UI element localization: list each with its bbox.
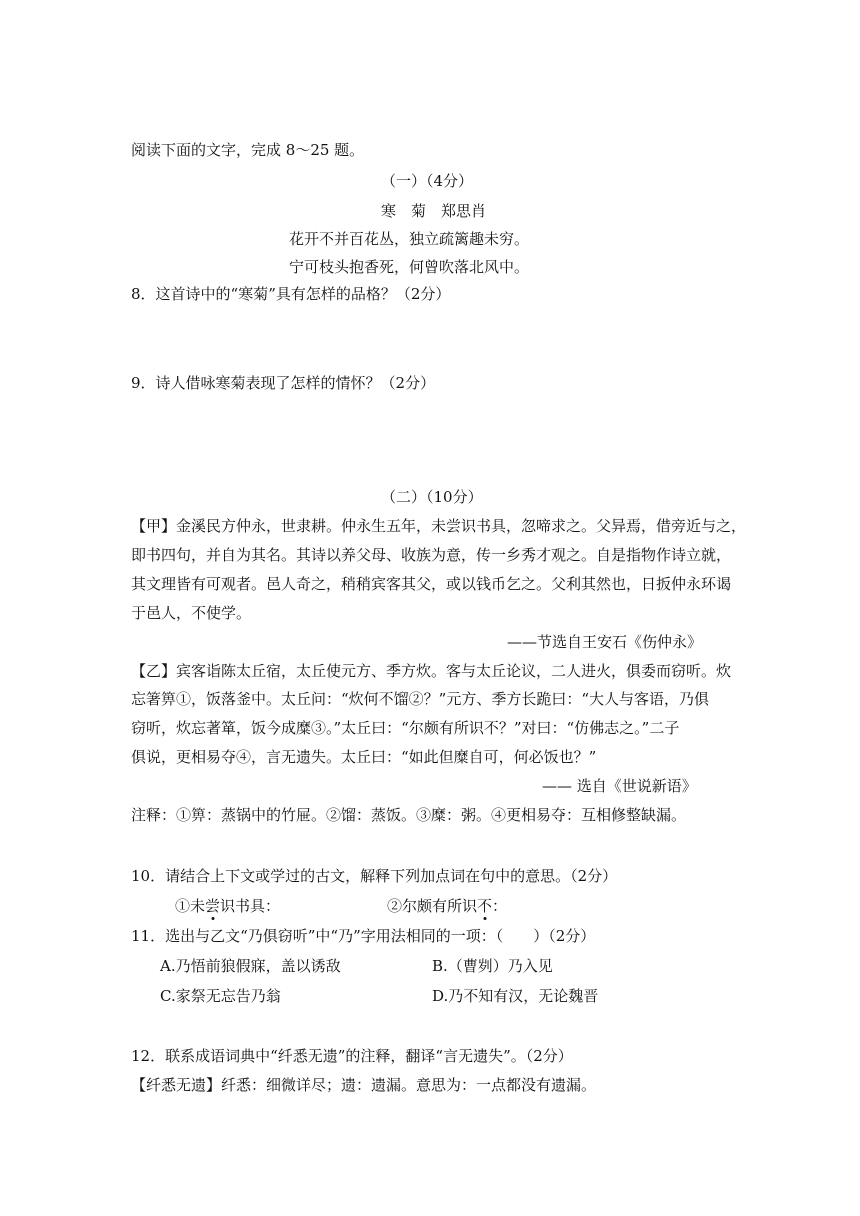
- poem-line-1: 花开不并百花丛，独立疏篱趣未穷。: [289, 230, 530, 248]
- question-10: 10．请结合上下文或学过的古文，解释下列加点词在句中的意思。（2分）: [131, 867, 618, 885]
- passage-yi-line: 窃听，炊忘著箪，饭今成糜③。”太丘曰：“尔颇有所识不？”对曰：“仿佛志之。”二子: [131, 719, 680, 737]
- item-text: ①未: [175, 897, 206, 915]
- passage-yi-line: 【乙】宾客诣陈太丘宿，太丘使元方、季方炊。客与太丘论议，二人进火，俱委而窃听。炊: [131, 662, 732, 680]
- question-12: 12．联系成语词典中“纤悉无遗”的注释，翻译“言无遗失”。（2分）: [131, 1047, 573, 1065]
- item-text: 识书具：: [220, 897, 281, 915]
- passage-jia-line: 其文理皆有可观者。邑人奇之，稍稍宾客其父，或以钱币乞之。父利其然也，日扳仲永环谒: [131, 575, 732, 593]
- passage-jia-line: 即书四句，并自为其名。其诗以养父母、收族为意，传一乡秀才观之。自是指物作诗立就，: [131, 546, 732, 564]
- section-2-heading: （二）（10分）: [381, 488, 483, 506]
- dotted-word: 不: [477, 897, 493, 915]
- item-text: ：: [492, 897, 508, 915]
- poem-title: 寒 菊 郑思肖: [381, 202, 487, 220]
- option-a: A.乃悟前狼假寐，盖以诱敌: [160, 957, 341, 975]
- option-d: D.乃不知有汉，无论魏晋: [432, 987, 599, 1005]
- option-c: C.家祭无忘告乃翁: [160, 987, 281, 1005]
- question-10-item-1: [175, 896, 280, 916]
- annotations: 注释：①箅：蒸锅中的竹屉。②馏：蒸饭。③糜：粥。④更相易夺：互相修整缺漏。: [131, 806, 687, 824]
- passage-jia-line: 【甲】金溪民方仲永，世隶耕。仲永生五年，未尝识书具，忽啼求之。父异焉，借旁近与之，: [131, 517, 747, 535]
- item-text: ②尔颇有所识: [387, 897, 478, 915]
- question-8: 8．这首诗中的“寒菊”具有怎样的品格？（2分）: [131, 285, 451, 303]
- instruction: 阅读下面的文字，完成 8～25 题。: [131, 141, 365, 159]
- passage-jia-line: 于邑人，不使学。: [131, 604, 252, 622]
- question-9: 9．诗人借咏寒菊表现了怎样的情怀？（2分）: [131, 374, 436, 392]
- section-1-heading: （一）（4分）: [381, 172, 474, 190]
- passage-yi-line: 忘箸箅①，饭落釜中。太丘问：“炊何不馏②？”元方、季方长跪曰：“大人与客语，乃俱: [131, 690, 710, 708]
- poem-line-2: 宁可枝头抱香死，何曾吹落北风中。: [289, 258, 530, 276]
- question-10-item-2: [387, 896, 507, 916]
- passage-yi-line: 俱说，更相易夺④，言无遗失。太丘曰：“如此但糜自可，何必饭也？”: [131, 748, 597, 766]
- passage-yi-source: —— 选自《世说新语》: [542, 777, 697, 795]
- idiom-note: 【纤悉无遗】纤悉：细微详尽；遗：遗漏。意思为：一点都没有遗漏。: [131, 1076, 597, 1094]
- option-b: B.（曹刿）乃入见: [432, 957, 553, 975]
- passage-jia-source: ——节选自王安石《伤仲永》: [507, 633, 703, 651]
- question-11: 11．选出与乙文“乃俱窃听”中“乃”字用法相同的一项：（ ）（2分）: [131, 927, 596, 945]
- dotted-word: 尝: [205, 897, 221, 915]
